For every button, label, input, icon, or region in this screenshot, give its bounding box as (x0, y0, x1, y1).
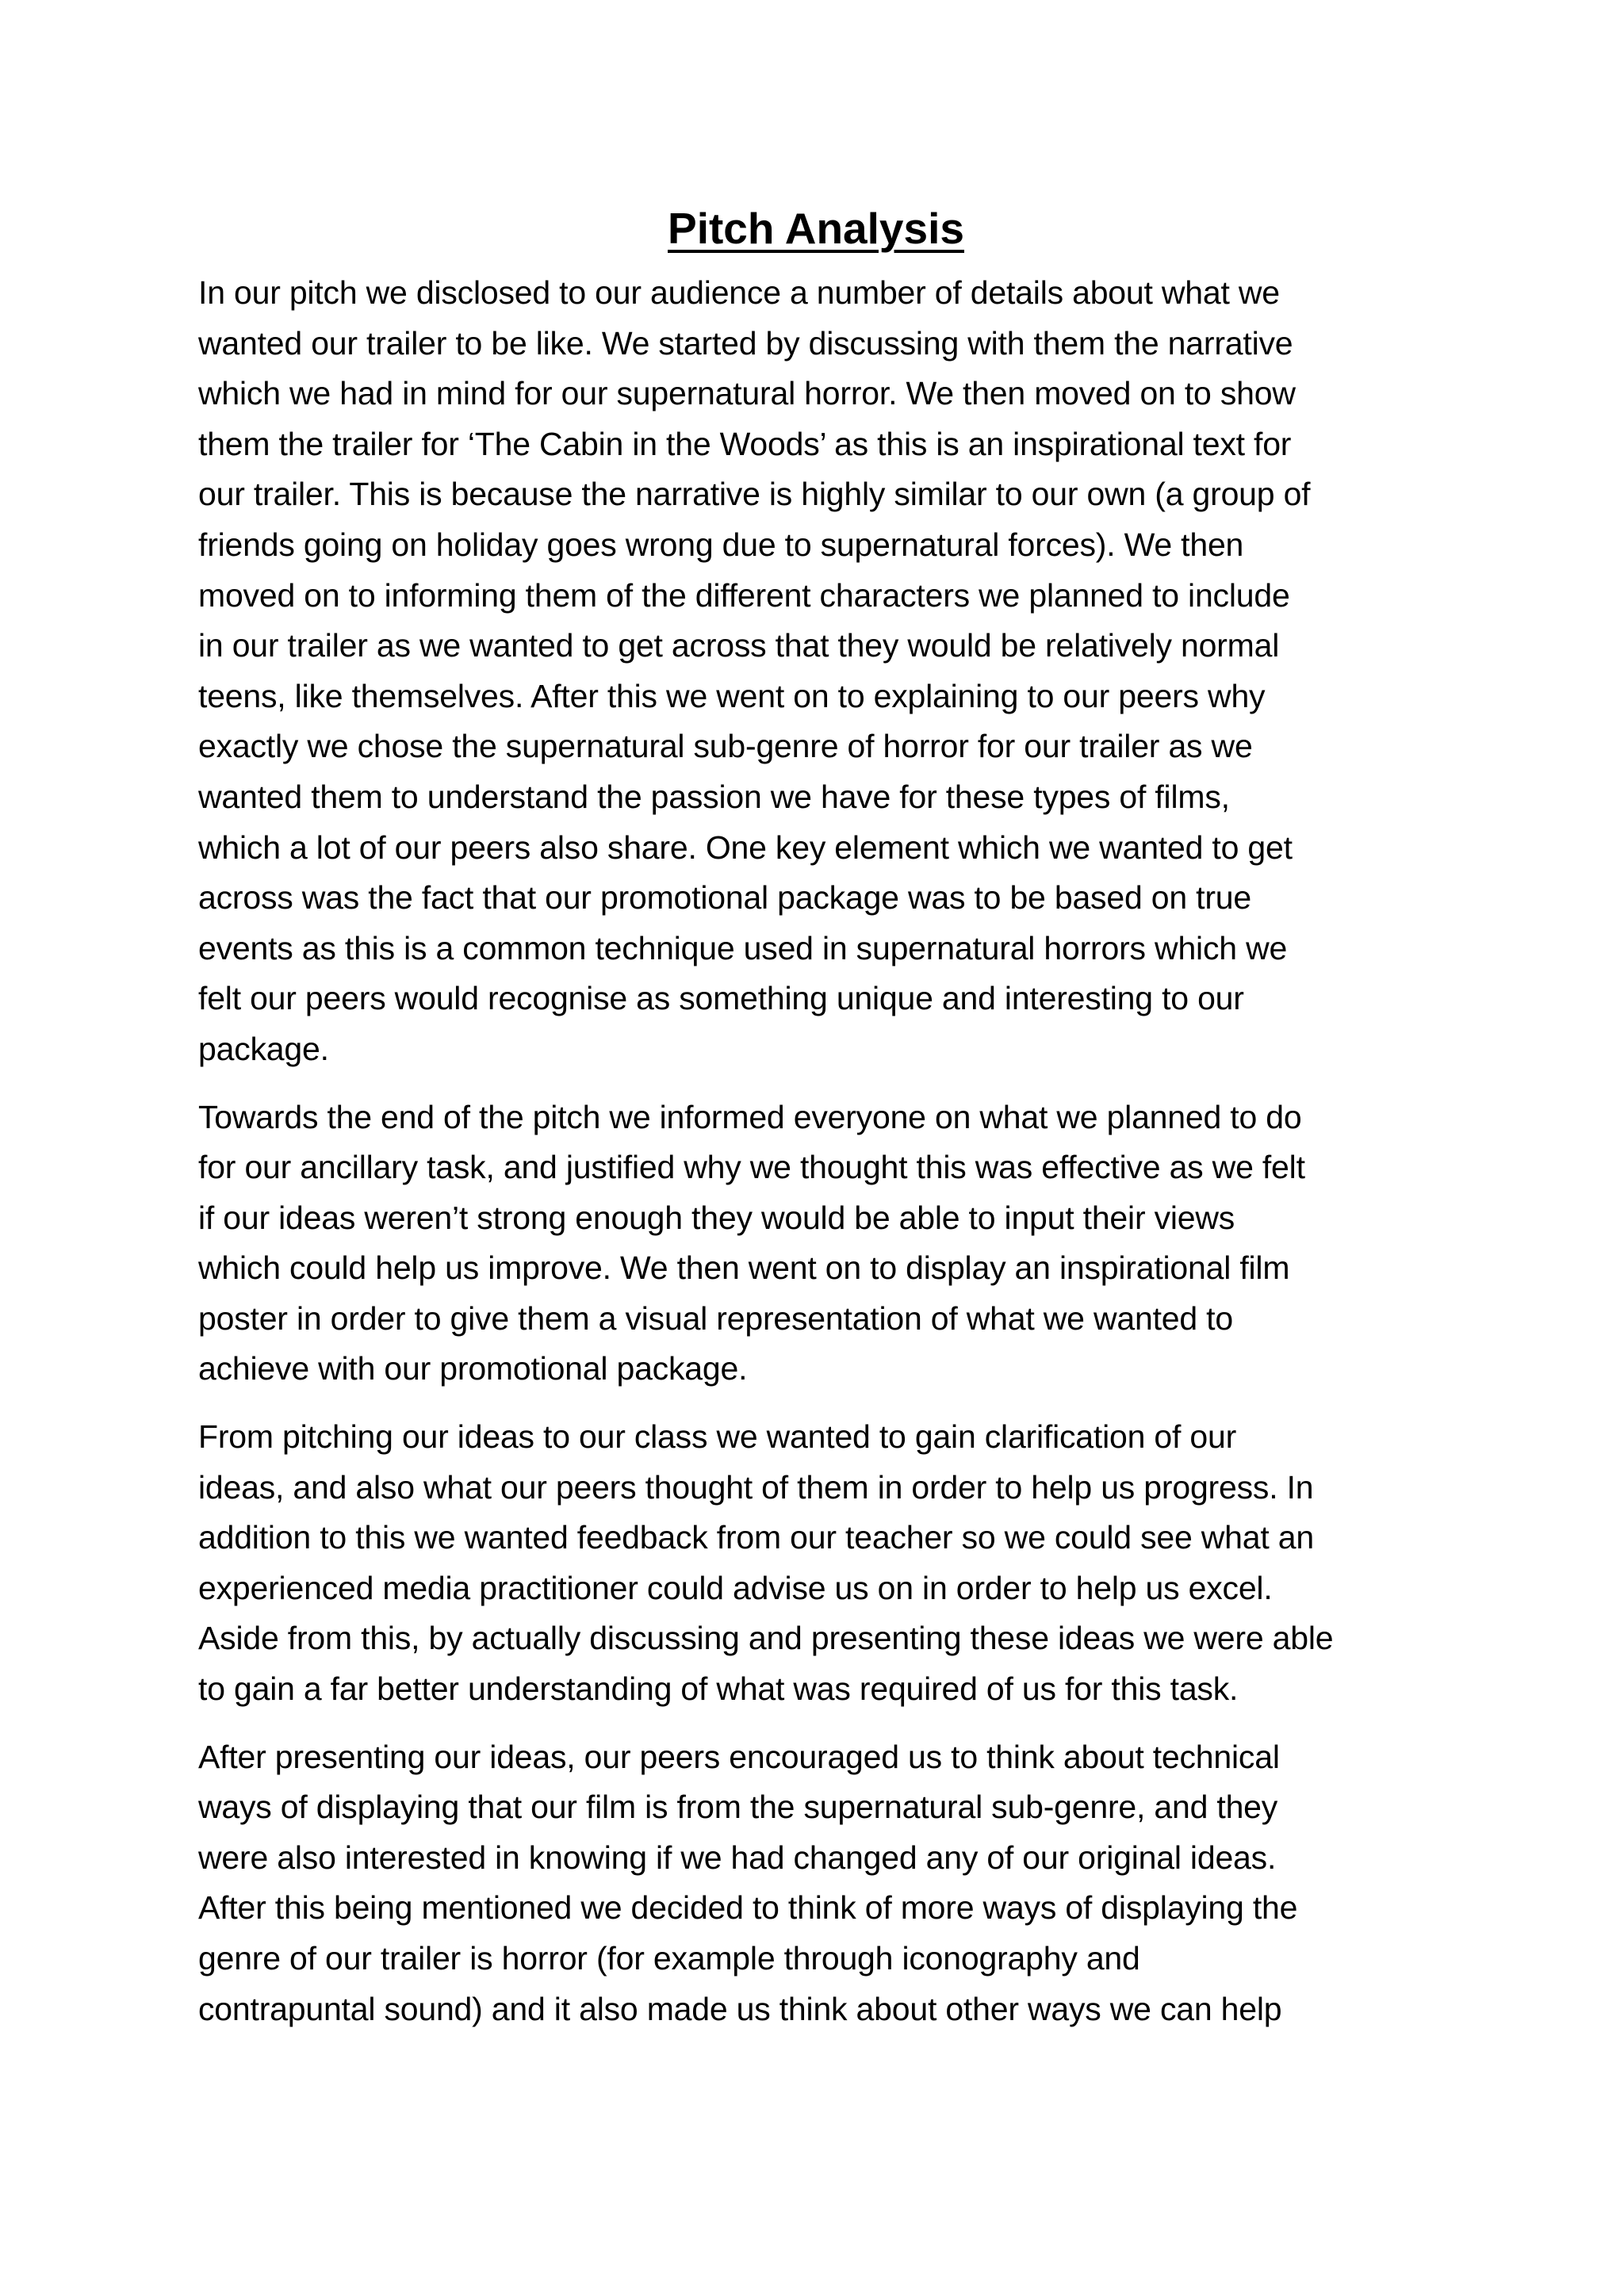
text-line: our trailer. This is because the narrative is highly similar to our own (a group of (198, 476, 1311, 513)
text-line: poster in order to give them a visual representation of what we wanted to (198, 1299, 1233, 1337)
text-line: in our trailer as we wanted to get across that they would be relatively normal (198, 627, 1280, 664)
text-line: experienced media practitioner could advise us on in order to help us excel. (198, 1569, 1273, 1606)
text-line: ideas, and also what our peers thought of them in order to help us progress. In (198, 1468, 1314, 1506)
text-line: across was the fact that our promotional package was to be based on true (198, 879, 1251, 916)
text-line: addition to this we wanted feedback from our teacher so we could see what an (198, 1519, 1314, 1556)
text-line: After this being mentioned we decided to think of more ways of displaying the (198, 1889, 1298, 1927)
document-body (198, 268, 1434, 2034)
text-line: which we had in mind for our supernatural horror. We then moved on to show (198, 375, 1296, 412)
text-line: to gain a far better understanding of what was required of us for this task. (198, 1670, 1239, 1708)
text-line: friends going on holiday goes wrong due to supernatural forces). We then (198, 526, 1244, 563)
text-line: genre of our trailer is horror (for example through iconography and (198, 1940, 1140, 1976)
text-line: contrapuntal sound) and it also made us think about other ways we can help (198, 1990, 1282, 2027)
text-line: moved on to informing them of the different characters we planned to include (198, 576, 1290, 614)
text-line: package. (198, 1030, 329, 1067)
text-line: them the trailer for ‘The Cabin in the Woods’ as this is an inspirational text for (198, 425, 1292, 462)
text-line: for our ancillary task, and justified why we thought this was effective as we felt (198, 1149, 1305, 1186)
text-line: ways of displaying that our film is from the supernatural sub-genre, and they (198, 1789, 1278, 1826)
paragraph-1 (198, 268, 1434, 1075)
text-line: which a lot of our peers also share. One key element which we wanted to get (198, 828, 1293, 866)
text-line: events as this is a common technique used in supernatural horrors which we (198, 929, 1288, 966)
text-line: felt our peers would recognise as something unique and interesting to our (198, 980, 1244, 1017)
text-line: In our pitch we disclosed to our audience a number of details about what we (198, 274, 1280, 311)
text-line: were also interested in knowing if we had changed any of our original ideas. (198, 1839, 1277, 1876)
text-line: exactly we chose the supernatural sub-genre of horror for our trailer as we (198, 728, 1253, 765)
text-line: After presenting our ideas, our peers encouraged us to think about technical (198, 1738, 1280, 1775)
text-line: Aside from this, by actually discussing and presenting these ideas we were able (198, 1620, 1334, 1657)
text-line: Towards the end of the pitch we informed everyone on what we planned to do (198, 1098, 1302, 1135)
paragraph-2 (198, 1093, 1434, 1395)
text-line: teens, like themselves. After this we went on to explaining to our peers why (198, 677, 1266, 714)
text-line: wanted our trailer to be like. We started by discussing with them the narrative (198, 324, 1293, 362)
text-line: achieve with our promotional package. (198, 1350, 748, 1387)
paragraph-3 (198, 1412, 1434, 1715)
page-title: Pitch Analysis (668, 204, 964, 253)
text-line: which could help us improve. We then went on to display an inspirational film (198, 1249, 1290, 1287)
paragraph-4 (198, 1732, 1434, 2035)
text-line: if our ideas weren’t strong enough they would be able to input their views (198, 1199, 1235, 1236)
text-line: From pitching our ideas to our class we wanted to gain clarification of our (198, 1418, 1237, 1456)
text-line: wanted them to understand the passion we have for these types of films, (198, 778, 1230, 815)
